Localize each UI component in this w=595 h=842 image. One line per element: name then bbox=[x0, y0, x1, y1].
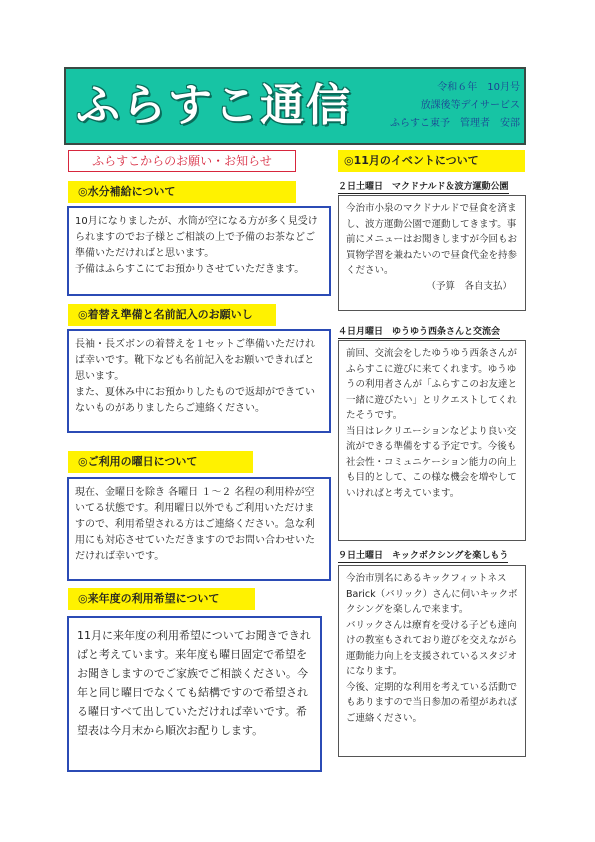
event-paragraph: 今後、定期的な利用を考えている活動でもありますので当日参加の希望があればご連絡ください。 bbox=[346, 681, 518, 724]
section-heading-days: ◎ご利用の曜日について bbox=[68, 451, 253, 473]
section-heading-hydration: ◎水分補給について bbox=[68, 181, 296, 203]
notices-title: ふらすこからのお願い・お知らせ bbox=[68, 150, 296, 172]
next-year-paragraph: 11月に来年度の利用希望についてお聞きできればと考えています。来年度も曜日固定で希望をお聞きしますのでご家族でご相談ください。今年と同じ曜日でなくても結構ですので希望される曜日すべて出していただければ幸いです。希望表は今月末から順次お配りします。 bbox=[77, 629, 311, 737]
event-box-kickboxing bbox=[338, 565, 526, 757]
event-paragraph: バリックさんは療育を受ける子ども達向けの教室もされており遊びを交えながら運動能力向上を支援されているスタジオになります。 bbox=[346, 619, 518, 677]
clothes-paragraph: また、夏休み中にお預かりしたもので返却ができていないものがありましたらご連絡ください。 bbox=[75, 387, 315, 414]
event-label-exchange: ４日月曜日 ゆうゆう西条さんと交流会 bbox=[338, 324, 500, 339]
newsletter-title: ふらすこ通信 bbox=[76, 80, 352, 131]
clothes-paragraph: 長袖・長ズボンの着替えを１セットご準備いただければ幸いです。靴下なども名前記入をお願いできればと思います。 bbox=[75, 339, 315, 382]
event-paragraph: 当日はレクリエーションなどより良い交流ができる準備をする予定です。今後も社会性・コミュニケーション能力の向上も目的として、この様な機会を増やしていければと考えています。 bbox=[346, 425, 517, 499]
section-heading-next-year: ◎来年度の利用希望について bbox=[68, 588, 255, 610]
event-note: （予算 各自支払） bbox=[426, 280, 512, 292]
event-paragraph: 今治市小泉のマクドナルドで昼食を済まし、波方運動公園で運動してきます。事前にメニューはお聞きしますが今回もお買物学習を兼ねたいので昼食代金を持参ください。 bbox=[346, 203, 518, 276]
office-manager: ふらすこ東予 管理者 安部 bbox=[390, 118, 520, 129]
event-paragraph: 前回、交流会をしたゆうゆう西条さんがふらすこに遊びに来てくれます。ゆうゆうの利用者さんが「ふらすこのお友達と一緒に遊びたい」とリクエストしてくれたそうです。 bbox=[346, 348, 518, 421]
hydration-paragraph: 予備はふらすこにてお預かりさせていただきます。 bbox=[75, 264, 305, 275]
event-label-kickboxing: ９日土曜日 キックボクシングを楽しもう bbox=[338, 548, 508, 563]
days-paragraph: 現在、金曜日を除き 各曜日 １～２ 名程の利用枠が空いてる状態です。利用曜日以外でもご利用いただけますので、利用希望される方はご連絡ください。急な利用にも対応させていただきますのでお問い合わせいただければ幸いです。 bbox=[75, 487, 315, 562]
issue-date: 令和６年 10月号 bbox=[437, 82, 520, 93]
events-title: ◎11月のイベントについて bbox=[338, 150, 525, 172]
section-heading-clothes: ◎着替え準備と名前記入のお願いし bbox=[68, 304, 276, 326]
event-paragraph: 今治市別名にあるキックフィットネスBarick（バリック）さんに伺いキックボクシングを楽しんで来ます。 bbox=[346, 573, 518, 615]
event-box-exchange bbox=[338, 340, 526, 541]
hydration-paragraph: 10月になりましたが、水筒が空になる方が多く見受けられますのでお子様とご相談の上で予備のお茶などご準備いただければと思います。 bbox=[75, 216, 318, 259]
event-label-mcdonalds: ２日土曜日 マクドナルド＆波方運動公園 bbox=[338, 179, 509, 194]
section-box-hydration bbox=[67, 206, 331, 296]
event-box-mcdonalds bbox=[338, 195, 526, 311]
section-box-days bbox=[67, 477, 331, 581]
section-box-clothes bbox=[67, 329, 331, 433]
section-box-next-year bbox=[67, 616, 322, 772]
service-name: 放課後等デイサービス bbox=[420, 100, 520, 111]
